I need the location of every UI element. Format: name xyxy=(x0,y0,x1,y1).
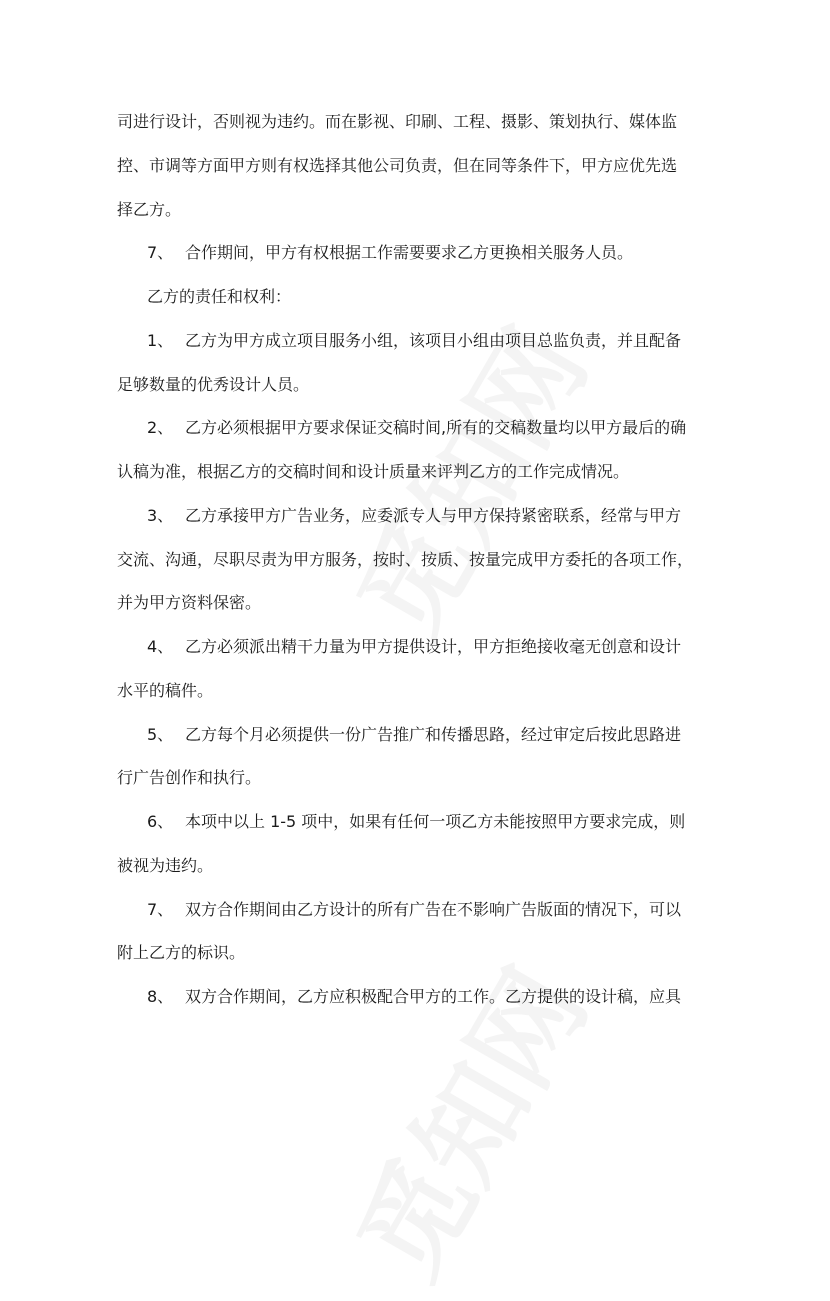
text-line: 并为甲方资料保密。 xyxy=(117,593,262,613)
item-text: 双方合作期间由乙方设计的所有广告在不影响广告版面的情况下，可以 xyxy=(185,899,682,919)
item-text: 乙方每个月必须提供一份广告推广和传播思路，经过审定后按此思路进 xyxy=(185,724,682,744)
text-line: 被视为违约。 xyxy=(117,855,214,875)
list-item-line xyxy=(147,418,686,438)
item-number: 8、 xyxy=(147,987,174,1006)
text-line: 控、市调等方面甲方则有权选择其他公司负责，但在同等条件下，甲方应优先选 xyxy=(117,155,678,175)
item-number: 6、 xyxy=(147,812,174,831)
item-number: 5、 xyxy=(147,724,174,744)
list-item-line xyxy=(147,331,681,351)
item-text: 双方合作期间，乙方应积极配合甲方的工作。乙方提供的设计稿，应具 xyxy=(185,987,682,1006)
item-text: 乙方承接甲方广告业务，应委派专人与甲方保持紧密联系，经常与甲方 xyxy=(185,505,682,525)
item-number: 2、 xyxy=(147,418,174,438)
item-number: 3、 xyxy=(147,505,174,525)
item-number: 1、 xyxy=(147,330,174,350)
list-item-line xyxy=(147,506,681,526)
item-text: 本项中以上 1-5 项中，如果有任何一项乙方未能按照甲方要求完成，则 xyxy=(185,812,686,831)
text-line: 交流、沟通，尽职尽责为甲方服务，按时、按质、按量完成甲方委托的各项工作， xyxy=(117,549,694,569)
text-line: 择乙方。 xyxy=(117,199,182,219)
text-line: 水平的稿件。 xyxy=(117,680,214,700)
list-item-line xyxy=(147,243,633,263)
text-line: 行广告创作和执行。 xyxy=(117,768,262,788)
list-item-line xyxy=(147,725,681,745)
section-heading: 乙方的责任和权利： xyxy=(147,287,292,306)
item-text: 乙方为甲方成立项目服务小组，该项目小组由项目总监负责，并且配备 xyxy=(185,330,682,350)
text-line: 附上乙方的标识。 xyxy=(117,943,246,963)
item-text: 乙方必须派出精干力量为甲方提供设计，甲方拒绝接收毫无创意和设计 xyxy=(185,637,682,656)
list-item-line xyxy=(147,637,681,657)
text-line: 认稿为准，根据乙方的交稿时间和设计质量来评判乙方的工作完成情况。 xyxy=(117,462,630,481)
item-number: 7、 xyxy=(147,899,174,919)
item-number: 7、 xyxy=(147,243,174,263)
item-text: 合作期间，甲方有权根据工作需要要求乙方更换相关服务人员。 xyxy=(185,243,634,263)
text-line: 司进行设计，否则视为违约。而在影视、印刷、工程、摄影、策划执行、媒体监 xyxy=(117,112,678,131)
list-item-line xyxy=(147,812,685,832)
text-line: 足够数量的优秀设计人员。 xyxy=(117,374,310,394)
item-text: 乙方必须根据甲方要求保证交稿时间,所有的交稿数量均以甲方最后的确 xyxy=(185,418,687,438)
list-item-line xyxy=(147,987,681,1007)
list-item-line xyxy=(147,900,681,920)
item-number: 4、 xyxy=(147,637,174,656)
